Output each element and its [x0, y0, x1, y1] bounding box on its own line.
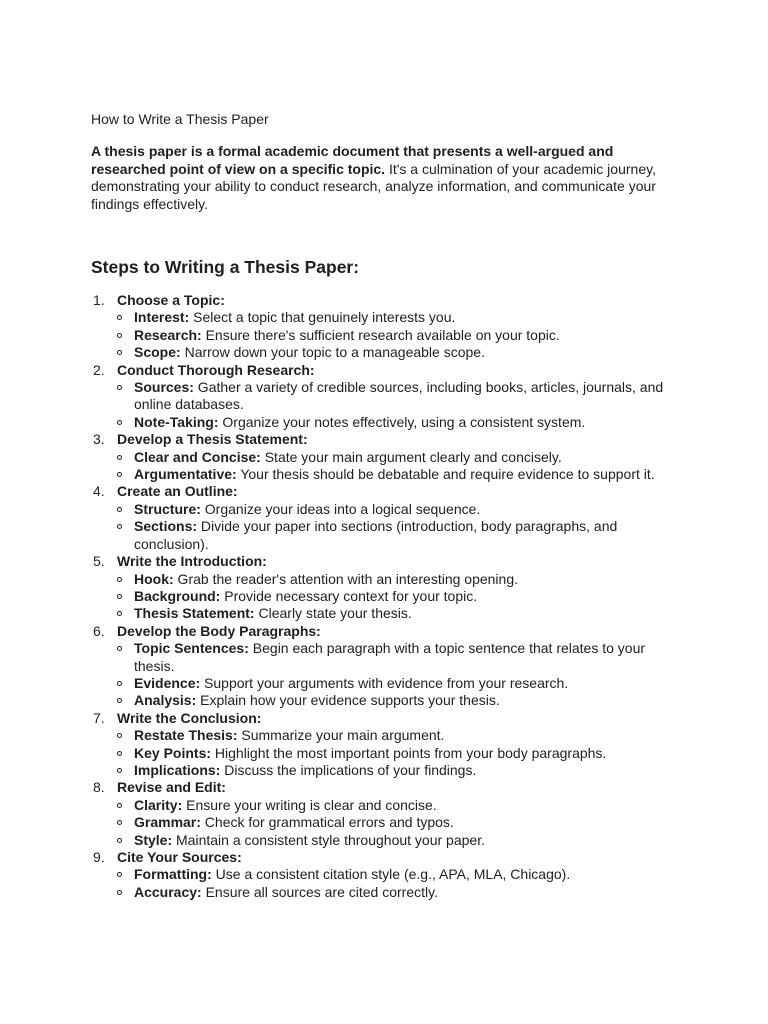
- sub-item-text: Ensure there's sufficient research available on your topic.: [201, 326, 560, 343]
- intro-paragraph: [91, 143, 681, 213]
- hollow-circle-bullet-icon: [117, 838, 122, 843]
- step-sublist: [117, 640, 681, 710]
- step-sublist: [117, 797, 681, 849]
- sub-item-label: Thesis Statement:: [134, 605, 255, 622]
- sub-item: [117, 449, 681, 466]
- step-sublist: [117, 727, 681, 779]
- sub-item-label: Accuracy:: [134, 883, 202, 900]
- sub-item: [117, 675, 681, 692]
- sub-item-text: Clearly state your thesis.: [254, 605, 412, 622]
- step-sublist: [117, 501, 681, 553]
- hollow-circle-bullet-icon: [117, 350, 122, 355]
- sub-item-text: Ensure all sources are cited correctly.: [201, 883, 438, 900]
- sub-item: [117, 414, 681, 431]
- step-number: 5.: [93, 553, 105, 570]
- step-item: [91, 779, 681, 849]
- sub-item-text: Organize your ideas into a logical sequence.: [200, 500, 481, 517]
- sub-item: [117, 571, 681, 588]
- sub-item: [117, 379, 681, 414]
- sub-item-label: Key Points:: [134, 744, 212, 761]
- sub-item-label: Hook:: [134, 570, 174, 587]
- sub-item-label: Interest:: [134, 309, 190, 326]
- sub-item: [117, 832, 681, 849]
- hollow-circle-bullet-icon: [117, 820, 122, 825]
- sub-item-text: Gather a variety of credible sources, including books, articles, journals, and online databases.: [134, 379, 664, 413]
- sub-item-text: Select a topic that genuinely interests you.: [189, 309, 456, 326]
- sub-item-label: Implications:: [134, 761, 221, 778]
- step-number: 9.: [93, 849, 105, 865]
- sub-item-label: Clarity:: [134, 796, 183, 813]
- hollow-circle-bullet-icon: [117, 594, 122, 599]
- step-item: [91, 849, 681, 901]
- step-number: 3.: [93, 431, 105, 448]
- steps-heading: Steps to Writing a Thesis Paper:: [91, 257, 360, 277]
- sub-item: [117, 518, 681, 553]
- intro-text: It's a culmination of your academic journey, demonstrating your ability to conduct research, analyze information, and communicate your findings effectively.: [91, 160, 656, 212]
- sub-item-label: Restate Thesis:: [134, 727, 238, 744]
- sub-item-label: Clear and Concise:: [134, 448, 261, 465]
- sub-item-label: Structure:: [134, 500, 201, 517]
- step-title: Choose a Topic:: [117, 292, 225, 308]
- sub-item-text: Divide your paper into sections (introduction, body paragraphs, and conclusion).: [134, 518, 618, 552]
- step-item: [91, 710, 681, 780]
- sub-item-label: Scope:: [134, 344, 181, 361]
- sub-item: [117, 762, 681, 779]
- hollow-circle-bullet-icon: [117, 420, 122, 425]
- sub-item-label: Sources:: [134, 379, 194, 396]
- sub-item-label: Style:: [134, 831, 173, 848]
- step-item: [91, 362, 681, 432]
- step-item: [91, 292, 681, 362]
- hollow-circle-bullet-icon: [117, 733, 122, 738]
- step-title: Cite Your Sources:: [117, 849, 242, 865]
- hollow-circle-bullet-icon: [117, 455, 122, 460]
- sub-item-text: Maintain a consistent style throughout your paper.: [172, 831, 485, 848]
- sub-item-text: Organize your notes effectively, using a consistent system.: [218, 413, 586, 430]
- hollow-circle-bullet-icon: [117, 890, 122, 895]
- sub-item: [117, 640, 681, 675]
- step-sublist: [117, 571, 681, 623]
- sub-item: [117, 309, 681, 326]
- step-title: Develop a Thesis Statement:: [117, 431, 308, 448]
- sub-item-text: Highlight the most important points from your body paragraphs.: [211, 744, 607, 761]
- step-item: [91, 623, 681, 710]
- step-number: 7.: [93, 709, 105, 726]
- hollow-circle-bullet-icon: [117, 577, 122, 582]
- sub-item-label: Grammar:: [134, 814, 201, 831]
- step-title: Develop the Body Paragraphs:: [117, 622, 321, 639]
- hollow-circle-bullet-icon: [117, 385, 122, 390]
- sub-item-text: State your main argument clearly and concisely.: [260, 448, 562, 465]
- sub-item-label: Evidence:: [134, 674, 201, 691]
- step-title: Revise and Edit:: [117, 779, 226, 796]
- sub-item-text: Your thesis should be debatable and require evidence to support it.: [236, 466, 655, 483]
- sub-item-text: Explain how your evidence supports your thesis.: [196, 692, 500, 709]
- hollow-circle-bullet-icon: [117, 698, 122, 703]
- sub-item: [117, 501, 681, 518]
- sub-item-label: Argumentative:: [134, 466, 237, 483]
- step-number: 1.: [93, 292, 105, 308]
- sub-item-label: Formatting:: [134, 866, 212, 883]
- sub-item-label: Background:: [134, 587, 221, 604]
- hollow-circle-bullet-icon: [117, 315, 122, 320]
- sub-item-label: Note-Taking:: [134, 413, 219, 430]
- sub-item: [117, 466, 681, 483]
- sub-item: [117, 588, 681, 605]
- sub-item: [117, 605, 681, 622]
- steps-list: [91, 292, 681, 901]
- sub-item: [117, 866, 681, 883]
- hollow-circle-bullet-icon: [117, 768, 122, 773]
- sub-item: [117, 814, 681, 831]
- intro-bold-text: A thesis paper is a formal academic document that presents a well-argued and researched point of view on a specific topic.: [91, 143, 614, 177]
- sub-item-label: Analysis:: [134, 692, 197, 709]
- step-number: 4.: [93, 483, 105, 500]
- sub-item: [117, 727, 681, 744]
- sub-item: [117, 797, 681, 814]
- step-sublist: [117, 866, 681, 901]
- sub-item-text: Begin each paragraph with a topic sentence that relates to your thesis.: [134, 640, 646, 674]
- hollow-circle-bullet-icon: [117, 872, 122, 877]
- sub-item-text: Summarize your main argument.: [237, 727, 445, 744]
- hollow-circle-bullet-icon: [117, 751, 122, 756]
- sub-item-text: Narrow down your topic to a manageable scope.: [180, 344, 485, 361]
- sub-item-text: Ensure your writing is clear and concise.: [182, 796, 437, 813]
- sub-item-text: Grab the reader's attention with an interesting opening.: [173, 570, 519, 587]
- hollow-circle-bullet-icon: [117, 611, 122, 616]
- step-title: Write the Conclusion:: [117, 709, 262, 726]
- step-number: 2.: [93, 361, 105, 378]
- sub-item-text: Support your arguments with evidence from your research.: [200, 674, 569, 691]
- step-title: Write the Introduction:: [117, 553, 267, 570]
- step-item: [91, 483, 681, 553]
- step-title: Conduct Thorough Research:: [117, 361, 315, 378]
- hollow-circle-bullet-icon: [117, 803, 122, 808]
- hollow-circle-bullet-icon: [117, 472, 122, 477]
- step-number: 6.: [93, 622, 105, 639]
- step-item: [91, 431, 681, 483]
- step-sublist: [117, 379, 681, 431]
- sub-item-label: Research:: [134, 326, 202, 343]
- sub-item: [117, 692, 681, 709]
- step-title: Create an Outline:: [117, 483, 238, 500]
- step-number: 8.: [93, 779, 105, 796]
- sub-item: [117, 745, 681, 762]
- hollow-circle-bullet-icon: [117, 507, 122, 512]
- sub-item-text: Check for grammatical errors and typos.: [200, 814, 454, 831]
- hollow-circle-bullet-icon: [117, 524, 122, 529]
- step-sublist: [117, 309, 681, 361]
- sub-item: [117, 884, 681, 901]
- step-sublist: [117, 449, 681, 484]
- sub-item-text: Provide necessary context for your topic.: [220, 587, 478, 604]
- sub-item-label: Topic Sentences:: [134, 640, 249, 657]
- sub-item-label: Sections:: [134, 518, 198, 535]
- sub-item: [117, 327, 681, 344]
- hollow-circle-bullet-icon: [117, 681, 122, 686]
- step-item: [91, 553, 681, 623]
- sub-item-text: Discuss the implications of your findings.: [220, 761, 477, 778]
- sub-item-text: Use a consistent citation style (e.g., APA, MLA, Chicago).: [211, 866, 571, 883]
- sub-item: [117, 344, 681, 361]
- hollow-circle-bullet-icon: [117, 333, 122, 338]
- hollow-circle-bullet-icon: [117, 646, 122, 651]
- document-title: How to Write a Thesis Paper: [91, 111, 269, 127]
